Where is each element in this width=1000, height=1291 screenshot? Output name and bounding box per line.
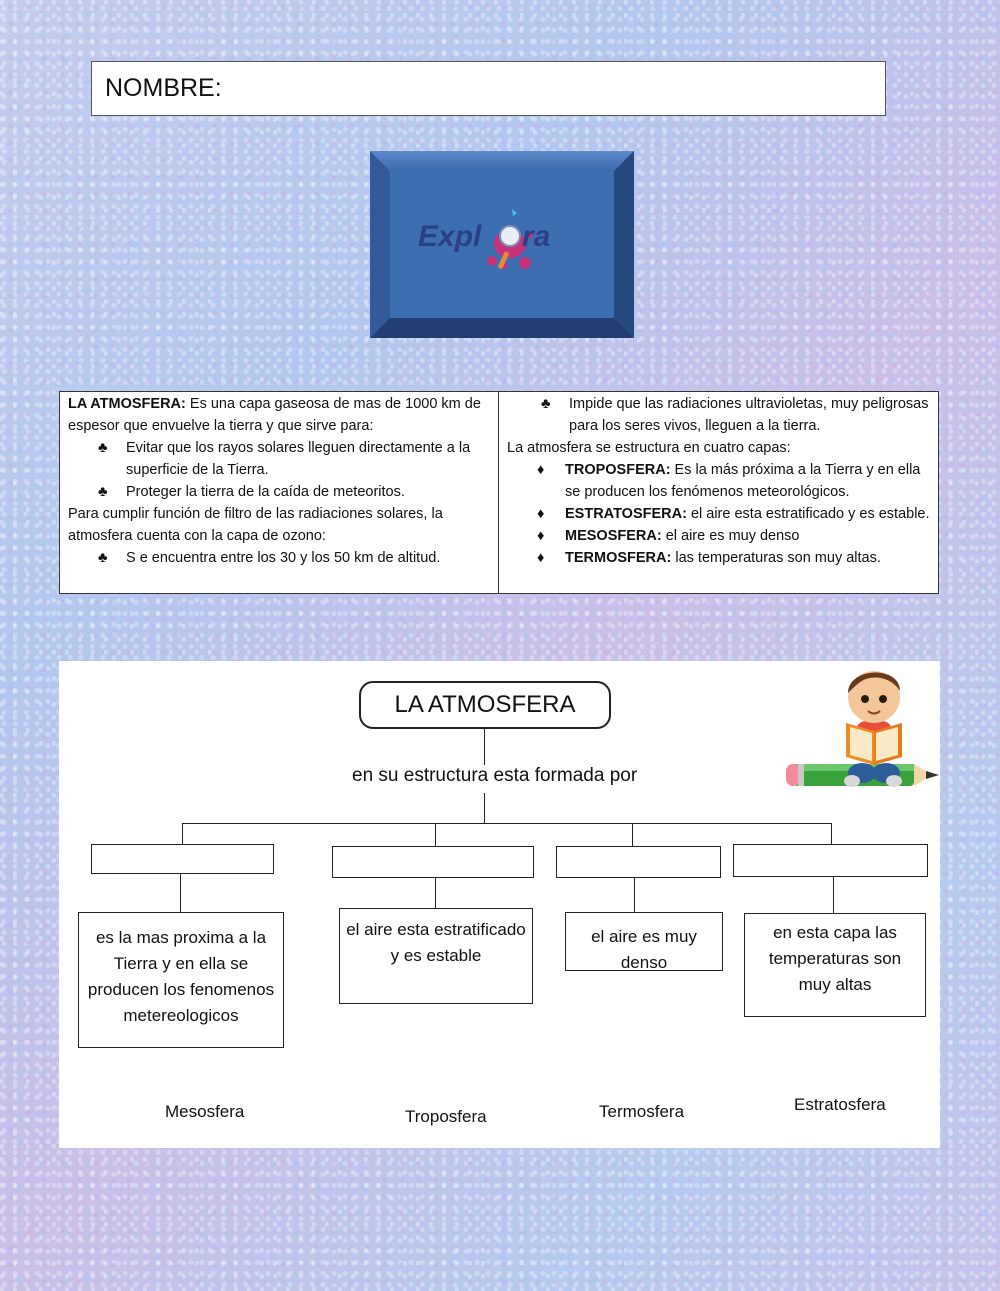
layer-item: ♦ MESOSFERA: el aire es muy denso xyxy=(507,525,930,547)
diamond-bullet-icon: ♦ xyxy=(537,528,545,544)
logo-text-left: Expl xyxy=(418,220,482,253)
logo-text-right: ra xyxy=(522,220,551,253)
description-box-3: el aire es muy denso xyxy=(565,912,723,971)
answer-blank-2[interactable] xyxy=(332,846,534,878)
layer-item: ♦ TROPOSFERA: Es la más próxima a la Tierra y en ella se producen los fenómenos meteorológicos. xyxy=(507,459,930,503)
diagram-title: LA ATMOSFERA xyxy=(394,691,576,718)
explora-logo xyxy=(370,151,634,338)
description-box-2: el aire esta estratificado y es estable xyxy=(339,908,533,1004)
diamond-bullet-icon: ♦ xyxy=(537,506,545,522)
answer-blank-4[interactable] xyxy=(733,844,928,877)
description-box-1: es la mas proxima a la Tierra y en ella se producen los fenomenos metereologicos xyxy=(78,912,284,1048)
list-item: ♣ S e encuentra entre los 30 y los 50 km de altitud. xyxy=(68,547,490,569)
club-bullet-icon: ♣ xyxy=(98,484,108,500)
answer-word-mesosfera[interactable]: Mesosfera xyxy=(165,1102,245,1121)
info-left-column xyxy=(60,392,499,593)
club-bullet-icon: ♣ xyxy=(98,550,108,566)
magnifier-icon xyxy=(500,226,520,246)
answer-word-troposfera[interactable]: Troposfera xyxy=(405,1107,487,1126)
list-item: ♣ Impide que las radiaciones ultravioletas, muy peligrosas para los seres vivos, lleguen a la tierra. xyxy=(507,393,930,437)
layer-item: ♦ TERMOSFERA: las temperaturas son muy altas. xyxy=(507,547,930,569)
intro-paragraph: LA ATMOSFERA: Es una capa gaseosa de mas de 1000 km de espesor que envuelve la tierra y que sirve para: xyxy=(68,396,481,434)
answer-word-estratosfera[interactable]: Estratosfera xyxy=(794,1095,886,1114)
explora-logo-frame xyxy=(370,151,634,338)
diamond-bullet-icon: ♦ xyxy=(537,462,545,478)
diamond-bullet-icon: ♦ xyxy=(537,550,545,566)
ozone-paragraph: Para cumplir función de filtro de las radiaciones solares, la atmosfera cuenta con la capa de ozono: xyxy=(68,506,443,544)
diagram-title-box xyxy=(359,681,611,729)
answer-blank-3[interactable] xyxy=(556,846,721,878)
concept-map xyxy=(59,661,940,1148)
name-label: NOMBRE: xyxy=(105,74,222,102)
description-box-4: en esta capa las temperaturas son muy altas xyxy=(744,913,926,1017)
answer-word-termosfera[interactable]: Termosfera xyxy=(599,1102,685,1121)
connector-text: en su estructura esta formada por xyxy=(352,765,638,786)
info-right-column xyxy=(499,392,938,593)
structure-text: La atmosfera se estructura en cuatro capas: xyxy=(507,440,791,456)
answer-blank-1[interactable] xyxy=(91,844,274,874)
info-table xyxy=(59,391,939,594)
list-item: ♣ Evitar que los rayos solares lleguen directamente a la superficie de la Tierra. xyxy=(68,437,490,481)
list-item: ♣ Proteger la tierra de la caída de meteoritos. xyxy=(68,481,490,503)
name-box xyxy=(91,61,886,116)
club-bullet-icon: ♣ xyxy=(98,440,108,456)
layer-item: ♦ ESTRATOSFERA: el aire esta estratificado y es estable. xyxy=(507,503,930,525)
boy-reading-pencil-icon xyxy=(782,661,940,793)
club-bullet-icon: ♣ xyxy=(541,396,551,412)
